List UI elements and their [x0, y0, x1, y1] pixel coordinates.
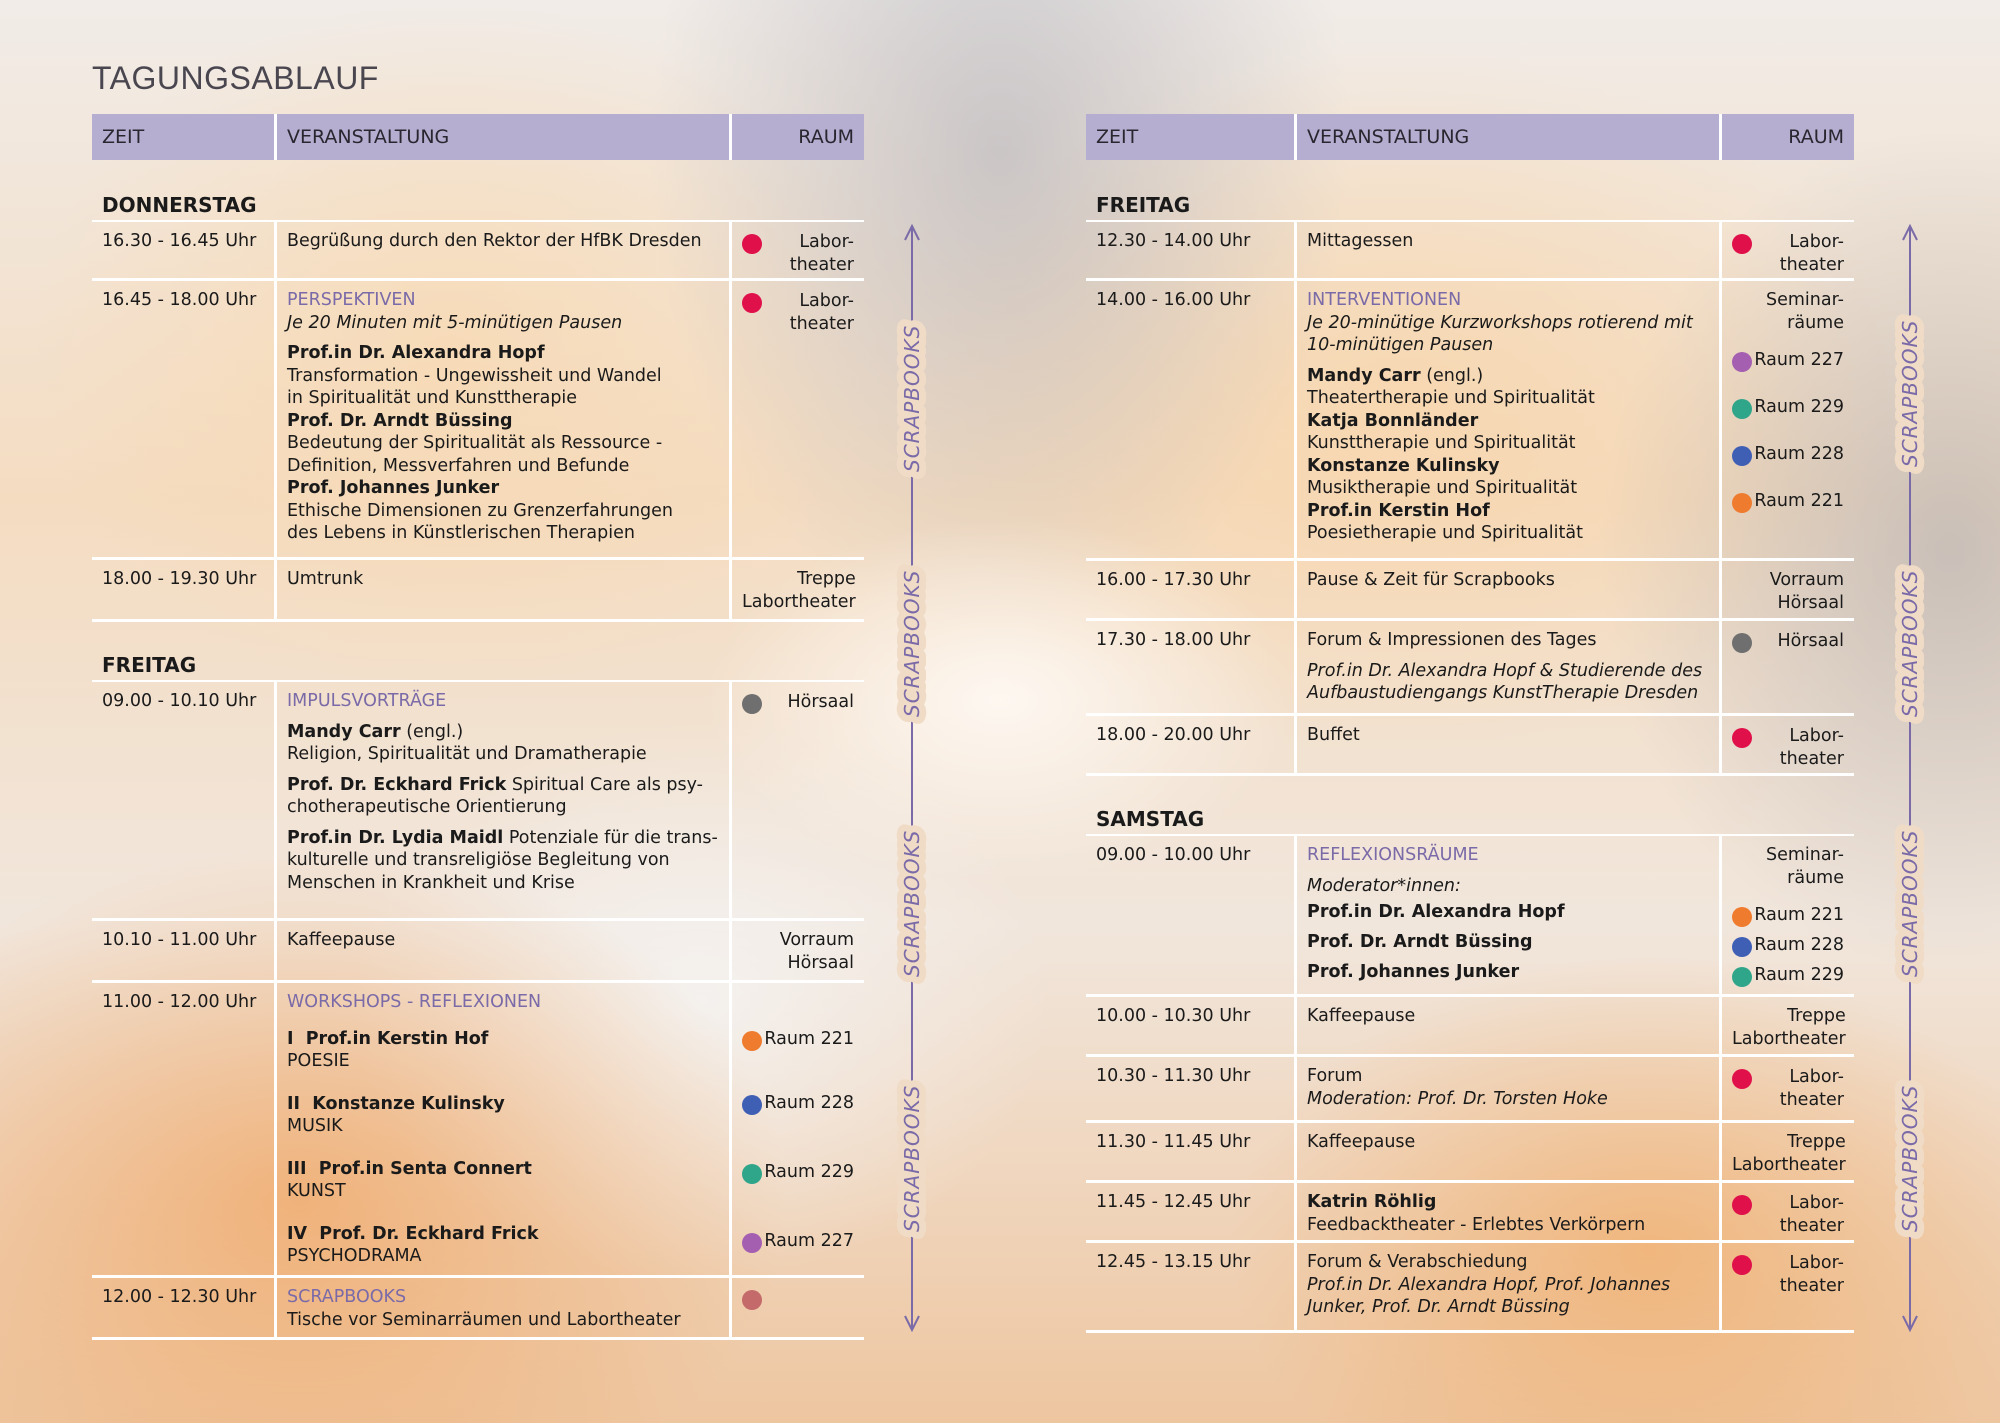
event-cell: Katrin Röhlig Feedbacktheater - Erlebtes Verkörpern	[1294, 1183, 1719, 1240]
event-cell: IMPULSVORTRÄGE Mandy Carr (engl.) Religion, Spiritualität und Dramatherapie Prof. Dr. Eckhard Frick Spiritual Care als psy- chotherapeutische Orientierung Prof.in Dr. Lydia Maidl Potenziale für die trans- kulturelle und transreligiöse Begleitung von Menschen in Krankheit und Krise	[274, 682, 729, 918]
raum-221-dot-icon	[1732, 907, 1752, 927]
day-heading: FREITAG	[1086, 190, 1854, 222]
room-cell: Labor- theater	[1719, 222, 1854, 278]
time-cell: 18.00 - 20.00 Uhr	[1096, 725, 1251, 745]
time-cell: 11.30 - 11.45 Uhr	[1096, 1132, 1251, 1152]
header-time: ZEIT	[1096, 126, 1139, 148]
header-event: VERANSTALTUNG	[1294, 114, 1719, 160]
table-row	[92, 682, 864, 921]
room-cell: Hörsaal	[1719, 621, 1854, 713]
svg-text:SCRAPBOOKS: SCRAPBOOKS	[1898, 829, 1922, 977]
session-label: SCRAPBOOKS	[287, 1287, 407, 1307]
table-row	[92, 1278, 864, 1340]
room-cell: Vorraum Hörsaal	[1719, 561, 1854, 618]
speaker-name: Prof.in Kerstin Hof	[1307, 500, 1490, 521]
hoersaal-dot-icon	[742, 694, 762, 714]
labortheater-dot-icon	[1732, 234, 1752, 254]
room-cell: Treppe Labortheater	[729, 560, 866, 619]
table-row	[1086, 716, 1854, 776]
scrapbooks-label-3	[900, 830, 924, 977]
header-room: RAUM	[729, 114, 864, 160]
event-cell: Begrüßung durch den Rektor der HfBK Dresden	[274, 222, 729, 278]
session-label: INTERVENTIONEN	[1307, 290, 1462, 310]
raum-228-dot-icon	[1732, 446, 1752, 466]
raum-221-dot-icon	[742, 1031, 762, 1051]
table-row	[1086, 997, 1854, 1057]
room-cell: Treppe Labortheater	[1719, 1123, 1856, 1180]
time-cell: 10.00 - 10.30 Uhr	[1096, 1006, 1251, 1026]
time-cell: 16.00 - 17.30 Uhr	[1096, 570, 1251, 590]
svg-text:SCRAPBOOKS: SCRAPBOOKS	[900, 569, 924, 717]
speaker-name: Mandy Carr	[1307, 365, 1421, 386]
svg-text:SCRAPBOOKS: SCRAPBOOKS	[900, 324, 924, 472]
table-row	[1086, 1123, 1854, 1183]
table-header	[1086, 114, 1854, 160]
room-cell: Raum 221 Raum 228 Raum 229 Raum 227	[729, 983, 864, 1275]
time-cell: 12.00 - 12.30 Uhr	[102, 1287, 257, 1307]
event-cell: INTERVENTIONEN Je 20-minütige Kurzworkshops rotierend mit 10-minütigen Pausen Mandy Carr (engl.) Theatertherapie und Spiritualität Katja Bonnländer Kunsttherapie und Spiritualität Konstanze Kulinsky Musiktherapie und Spiritualität Prof.in Kerstin Hof Poesietherapie und Spiritualität	[1294, 281, 1719, 558]
labortheater-dot-icon	[742, 234, 762, 254]
table-row	[1086, 1183, 1854, 1243]
room-cell: Seminar- räume Raum 221 Raum 228 Raum 229	[1719, 836, 1854, 994]
raum-229-dot-icon	[1732, 399, 1752, 419]
speaker-name: Mandy Carr	[287, 721, 401, 742]
time-cell: 09.00 - 10.10 Uhr	[102, 691, 257, 711]
raum-221-dot-icon	[1732, 493, 1752, 513]
speaker-name: Konstanze Kulinsky	[312, 1093, 505, 1114]
day-heading: FREITAG	[92, 650, 864, 682]
event-cell: WORKSHOPS - REFLEXIONEN I Prof.in Kerstin Hof POESIE II Konstanze Kulinsky MUSIK III Prof.in Senta Connert KUNST IV Prof. Dr. Eckhard Frick PSYCHODRAMA	[274, 983, 729, 1275]
event-cell: Kaffeepause	[1294, 997, 1719, 1054]
speaker-name: Prof.in Dr. Alexandra Hopf	[1307, 902, 1565, 922]
labortheater-dot-icon	[1732, 1255, 1752, 1275]
table-row	[1086, 621, 1854, 716]
table-row	[92, 281, 864, 560]
room-cell: Labor- theater	[1719, 1183, 1854, 1240]
event-cell: Umtrunk	[274, 560, 729, 619]
labortheater-dot-icon	[1732, 1069, 1752, 1089]
time-cell: 09.00 - 10.00 Uhr	[1096, 845, 1251, 865]
schedule-left	[92, 114, 864, 1340]
speaker-name: Prof. Dr. Arndt Büssing	[287, 410, 513, 431]
header-event: VERANSTALTUNG	[274, 114, 729, 160]
event-cell: REFLEXIONSRÄUME Moderator*innen: Prof.in Dr. Alexandra Hopf Prof. Dr. Arndt Büssing Prof. Johannes Junker	[1294, 836, 1719, 994]
schedule-right	[1086, 114, 1854, 1333]
time-cell: 16.45 - 18.00 Uhr	[102, 290, 257, 310]
speaker-name: Prof.in Dr. Lydia Maidl	[287, 827, 504, 848]
raum-229-dot-icon	[1732, 967, 1752, 987]
table-row	[92, 921, 864, 983]
scrapbooks-label-4	[900, 1085, 924, 1232]
event-cell: Forum & Verabschiedung Prof.in Dr. Alexandra Hopf, Prof. Johannes Junker, Prof. Dr. Arndt Büssing	[1294, 1243, 1719, 1330]
labortheater-dot-icon	[1732, 1195, 1752, 1215]
labortheater-dot-icon	[742, 293, 762, 313]
table-row	[1086, 222, 1854, 281]
labortheater-dot-icon	[1732, 728, 1752, 748]
session-label: WORKSHOPS - REFLEXIONEN	[287, 992, 542, 1012]
event-cell: SCRAPBOOKS Tische vor Seminarräumen und Labortheater	[274, 1278, 729, 1337]
event-cell: Mittagessen	[1294, 222, 1719, 278]
speaker-name: Prof. Dr. Arndt Büssing	[1307, 932, 1533, 952]
raum-228-dot-icon	[742, 1095, 762, 1115]
event-cell: PERSPEKTIVEN Je 20 Minuten mit 5-minütigen Pausen Prof.in Dr. Alexandra Hopf Transformation - Ungewissheit und Wandel in Spiritualität und Kunsttherapie Prof. Dr. Arndt Büssing Bedeutung der Spiritualität als Ressource - Definition, Messverfahren und Befunde Prof. Johannes Junker Ethische Dimensionen zu Grenzerfahrungen des Lebens in Künstlerischen Therapien	[274, 281, 729, 557]
speaker-name: Prof.in Dr. Alexandra Hopf	[287, 343, 545, 363]
room-cell: Vorraum Hörsaal	[729, 921, 864, 980]
svg-text:SCRAPBOOKS: SCRAPBOOKS	[900, 1084, 924, 1232]
table-row	[1086, 836, 1854, 997]
scrapbooks-arrow-right	[1890, 222, 1930, 1334]
scrapbooks-label-2	[1898, 570, 1922, 717]
table-row	[92, 222, 864, 281]
scrapbooks-label-1	[900, 325, 924, 498]
table-row	[1086, 1243, 1854, 1333]
session-label: REFLEXIONSRÄUME	[1307, 845, 1479, 865]
room-cell: Seminar- räume Raum 227 Raum 229 Raum 228 Raum 221	[1719, 281, 1854, 558]
time-cell: 18.00 - 19.30 Uhr	[102, 569, 257, 589]
session-label: IMPULSVORTRÄGE	[287, 691, 447, 711]
time-cell: 14.00 - 16.00 Uhr	[1096, 290, 1251, 310]
speaker-name: Katrin Röhlig	[1307, 1192, 1437, 1212]
room-cell: Treppe Labortheater	[1719, 997, 1856, 1054]
header-time: ZEIT	[102, 126, 145, 148]
hoersaal-dot-icon	[1732, 633, 1752, 653]
raum-227-dot-icon	[1732, 352, 1752, 372]
event-cell: Buffet	[1294, 716, 1719, 773]
session-label: PERSPEKTIVEN	[287, 290, 416, 310]
event-cell: Forum & Impressionen des Tages Prof.in Dr. Alexandra Hopf & Studierende des Aufbaustudiengangs KunstTherapie Dresden	[1294, 621, 1719, 713]
table-row	[1086, 1057, 1854, 1123]
room-cell: Labor- theater	[729, 281, 864, 557]
speaker-name: Katja Bonnländer	[1307, 410, 1479, 431]
time-cell: 11.00 - 12.00 Uhr	[102, 992, 257, 1012]
time-cell: 16.30 - 16.45 Uhr	[102, 231, 257, 251]
scrapbooks-arrow	[892, 222, 932, 1334]
event-cell: Kaffeepause	[274, 921, 729, 980]
event-cell: Forum Moderation: Prof. Dr. Torsten Hoke	[1294, 1057, 1719, 1120]
svg-text:SCRAPBOOKS: SCRAPBOOKS	[1898, 569, 1922, 717]
table-header	[92, 114, 864, 160]
time-cell: 11.45 - 12.45 Uhr	[1096, 1192, 1251, 1212]
page-title: TAGUNGSABLAUF	[92, 60, 379, 96]
raum-228-dot-icon	[1732, 937, 1752, 957]
time-cell: 12.30 - 14.00 Uhr	[1096, 231, 1251, 251]
event-cell: Pause & Zeit für Scrapbooks	[1294, 561, 1719, 618]
speaker-name: Prof.in Senta Connert	[318, 1158, 532, 1179]
raum-229-dot-icon	[742, 1164, 762, 1184]
speaker-name: Prof. Dr. Eckhard Frick	[287, 774, 507, 795]
room-cell	[729, 1278, 864, 1337]
header-room: RAUM	[1719, 114, 1854, 160]
svg-text:SCRAPBOOKS: SCRAPBOOKS	[1898, 319, 1922, 467]
scrapbooks-label-2	[900, 570, 924, 717]
speaker-name: Prof. Dr. Eckhard Frick	[319, 1223, 539, 1244]
time-cell: 17.30 - 18.00 Uhr	[1096, 630, 1251, 650]
table-row	[92, 983, 864, 1278]
room-cell: Labor- theater	[729, 222, 864, 278]
scrapbooks-label-4	[1898, 1085, 1922, 1232]
room-cell: Labor- theater	[1719, 1243, 1854, 1330]
table-row	[1086, 281, 1854, 561]
speaker-name: Prof. Johannes Junker	[287, 478, 500, 498]
room-cell: Labor- theater	[1719, 716, 1854, 773]
table-row	[1086, 561, 1854, 621]
svg-text:SCRAPBOOKS: SCRAPBOOKS	[900, 829, 924, 977]
time-cell: 10.30 - 11.30 Uhr	[1096, 1066, 1251, 1086]
table-row	[92, 560, 864, 622]
scrapbooks-label-3	[1898, 830, 1922, 977]
time-cell: 10.10 - 11.00 Uhr	[102, 930, 257, 950]
scrapbooks-dot-icon	[742, 1290, 762, 1310]
time-cell: 12.45 - 13.15 Uhr	[1096, 1252, 1251, 1272]
room-cell: Labor- theater	[1719, 1057, 1854, 1120]
scrapbooks-label-1	[1898, 320, 1922, 467]
room-cell: Hörsaal	[729, 682, 864, 918]
event-cell: Kaffeepause	[1294, 1123, 1719, 1180]
day-heading: DONNERSTAG	[92, 190, 864, 222]
day-heading: SAMSTAG	[1086, 804, 1854, 836]
speaker-name: Konstanze Kulinsky	[1307, 455, 1500, 476]
raum-227-dot-icon	[742, 1233, 762, 1253]
svg-text:SCRAPBOOKS: SCRAPBOOKS	[1898, 1084, 1922, 1232]
speaker-name: Prof.in Kerstin Hof	[305, 1028, 489, 1049]
speaker-name: Prof. Johannes Junker	[1307, 962, 1520, 982]
